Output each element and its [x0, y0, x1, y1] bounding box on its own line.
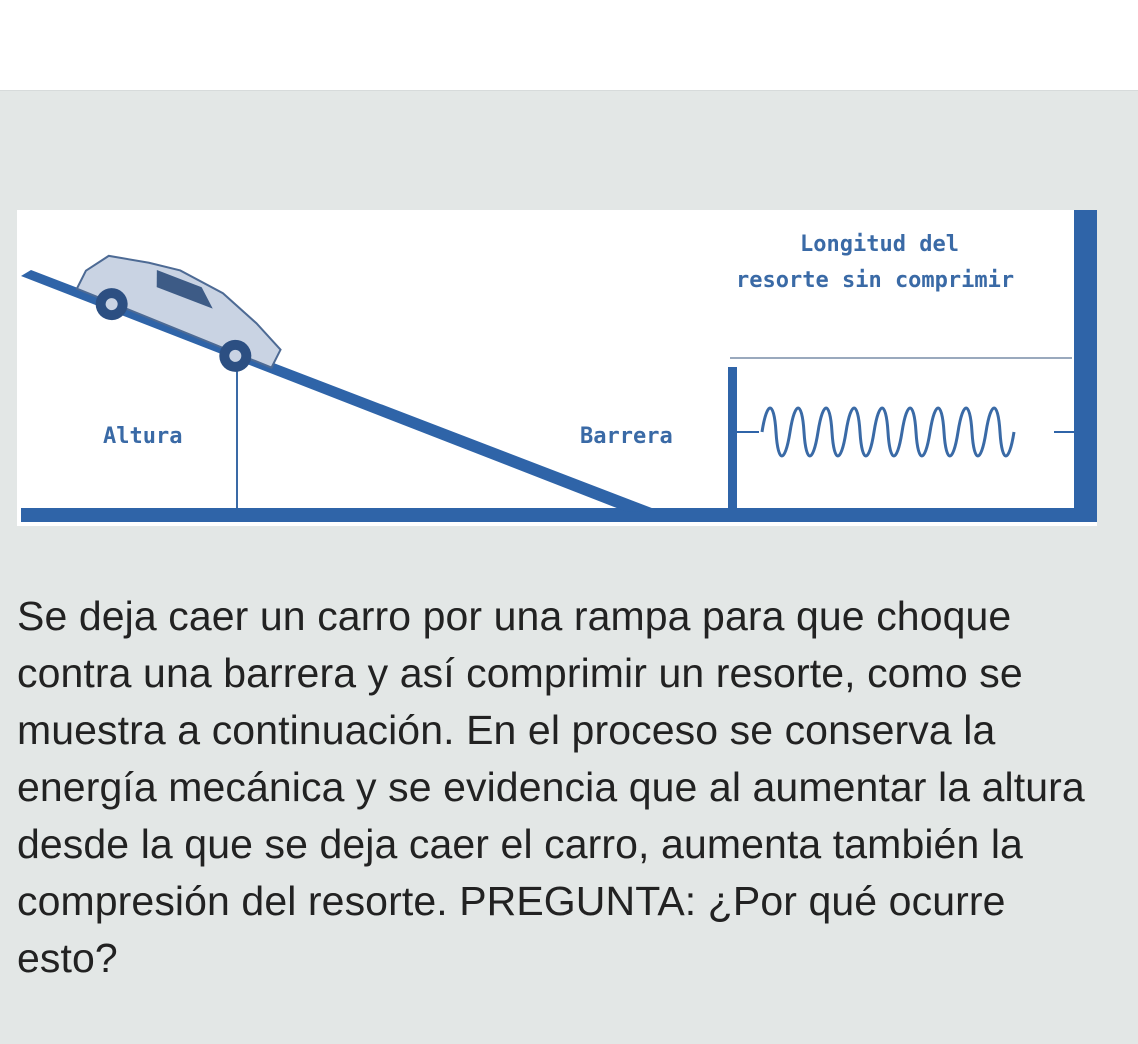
height-label: Altura — [103, 424, 183, 449]
car — [69, 238, 294, 385]
floor — [21, 508, 1096, 522]
top-bar — [0, 0, 1138, 91]
spring-length-label-line2: resorte sin comprimir — [736, 268, 1015, 293]
right-wall — [1074, 210, 1097, 522]
ramp-spring-figure — [17, 210, 1097, 526]
spring-length-label-line1: Longitud del — [800, 232, 959, 257]
barrier — [728, 367, 737, 508]
spring-coil — [762, 408, 1014, 456]
question-text: Se deja caer un carro por una rampa para que choque contra una barrera y así comprimir un resorte, como se muestra a continuación. En el proceso se conserva la energía mecánica y se evidencia que al aumentar la altura desde la que se deja caer el carro, aumenta también la compresión del resorte. PREGUNTA: ¿Por qué ocurre esto? — [17, 593, 1085, 981]
barrier-label: Barrera — [580, 424, 673, 449]
